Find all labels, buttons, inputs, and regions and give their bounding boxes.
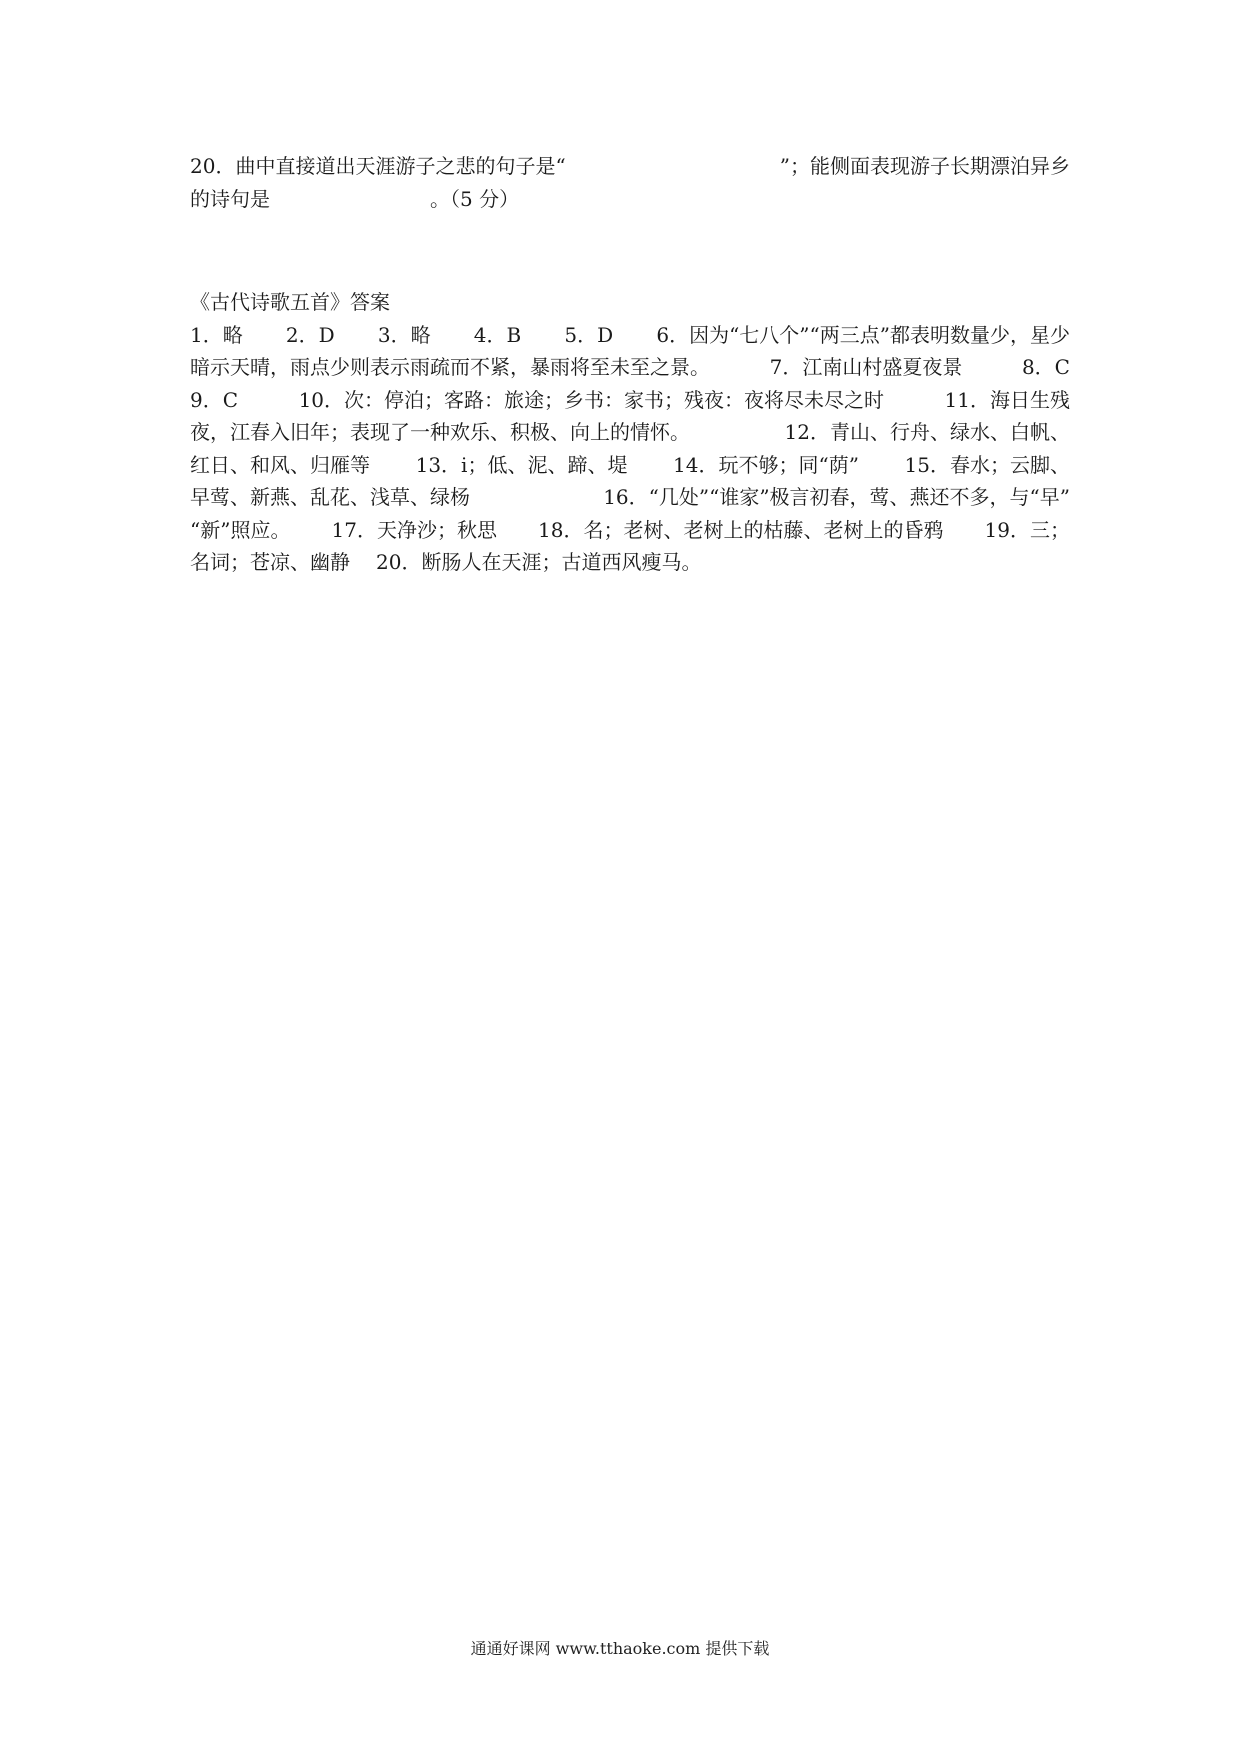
answer-item: 1．略	[190, 322, 243, 347]
answer-line	[190, 514, 1070, 547]
answer-item: “新”照应。	[190, 517, 291, 542]
answer-line	[190, 416, 1070, 449]
answer-item: 红日、和风、归雁等	[190, 452, 370, 477]
answer-item: 8．C	[1021, 355, 1070, 379]
answer-item: 3．略	[377, 322, 431, 347]
answer-line	[190, 319, 1070, 352]
answer-item: 4．B	[473, 322, 522, 347]
answer-item: 9．C	[190, 387, 239, 412]
answer-item: 16．“几处”“谁家”极言初春，莺、燕还不多，与“早”	[603, 485, 1070, 509]
question-line-2	[190, 183, 1070, 216]
answer-blank	[270, 183, 430, 216]
answer-line	[190, 546, 1070, 579]
answer-item: 20．断肠人在天涯；古道西风瘦马。	[376, 550, 702, 574]
question-line-1	[190, 150, 1070, 183]
question-text: 20．曲中直接道出天涯游子之悲的句子是“	[190, 154, 566, 178]
answer-line	[190, 449, 1070, 482]
answer-item: 夜，江春入旧年；表现了一种欢乐、积极、向上的情怀。	[190, 420, 690, 444]
answer-item: 名词；苍凉、幽静	[190, 550, 350, 574]
answer-item: 暗示天晴，雨点少则表示雨疏而不紧，暴雨将至未至之景。	[190, 355, 710, 379]
answer-line	[190, 384, 1070, 417]
answer-item: 5．D	[564, 322, 614, 347]
answer-blank	[566, 150, 724, 183]
answer-item: 11．海日生残	[944, 387, 1070, 412]
answer-item: 12．青山、行舟、绿水、白帆、	[784, 420, 1070, 444]
answer-item: 早莺、新燕、乱花、浅草、绿杨	[190, 485, 470, 509]
answer-key-title: 《古代诗歌五首》答案	[190, 290, 390, 314]
answer-item: 2．D	[285, 322, 335, 347]
answer-item: 10．次：停泊；客路：旅途；乡书：家书；残夜：夜将尽未尽之时	[298, 387, 885, 412]
answer-key-body	[190, 319, 1070, 579]
answer-item: 18．名；老树、老树上的枯藤、老树上的昏鸦	[538, 517, 944, 542]
answer-item: 14．玩不够；同“荫”	[673, 452, 859, 477]
answer-item: 17．天净沙；秋思	[331, 517, 497, 542]
question-text: ”；能侧面表现游子长期漂泊异乡	[779, 154, 1070, 178]
answer-item: 15．春水；云脚、	[904, 452, 1070, 477]
question-20	[190, 150, 1070, 216]
answer-item: 6．因为“七八个”“两三点”都表明数量少，星少	[656, 322, 1070, 347]
answer-item: 13．i；低、泥、蹄、堤	[415, 452, 628, 477]
answer-line	[190, 351, 1070, 384]
answer-item: 7．江南山村盛夏夜景	[769, 355, 963, 379]
page-footer: 通通好课网 www.tthaoke.com 提供下载	[470, 1639, 770, 1658]
answer-key	[190, 286, 1070, 579]
question-text: 。（5 分）	[430, 187, 520, 211]
question-text: 的诗句是	[190, 187, 270, 211]
answer-line	[190, 481, 1070, 514]
answer-item: 19．三；	[984, 517, 1070, 542]
